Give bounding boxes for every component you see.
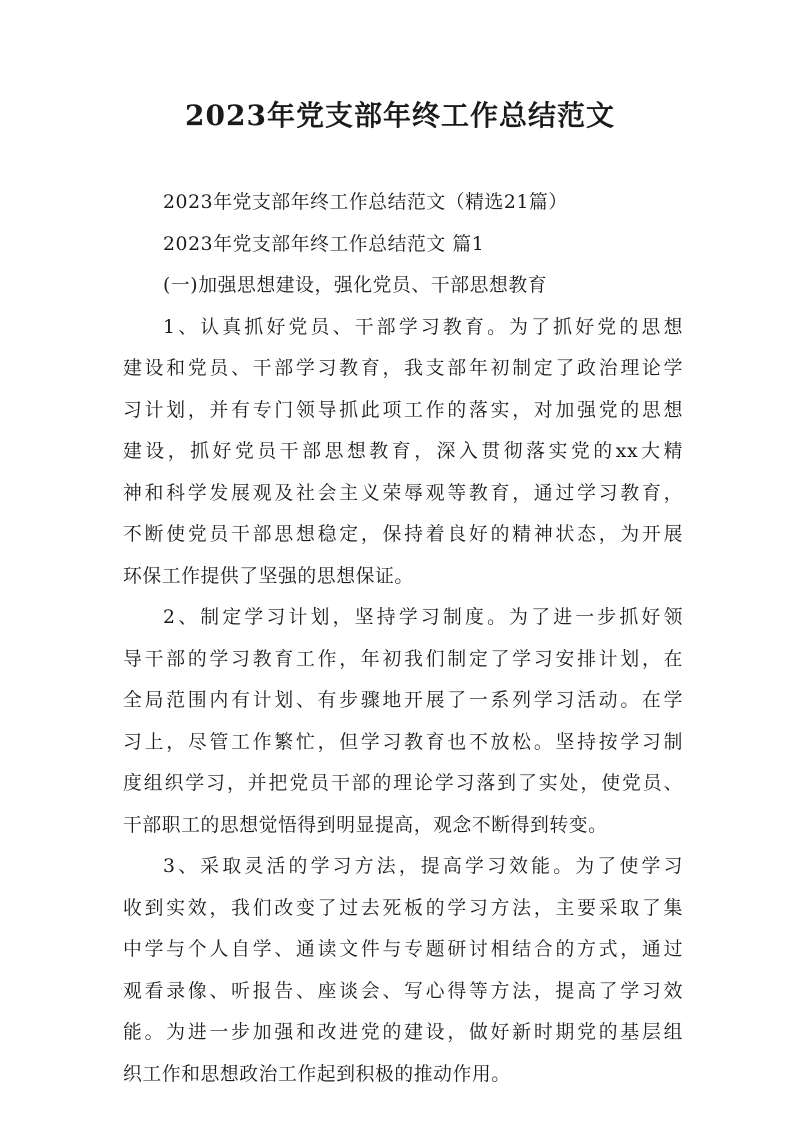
- paragraph-line: 习计划，并有专门领导抓此项工作的落实，对加强党的思想: [123, 399, 683, 421]
- paragraph-line: 环保工作提供了坚强的思想保证。: [123, 565, 414, 587]
- section-heading: 2023年党支部年终工作总结范文 篇1: [163, 233, 485, 255]
- paragraph-line: 1、认真抓好党员、干部学习教育。为了抓好党的思想: [163, 316, 683, 338]
- document-title: 2023年党支部年终工作总结范文: [185, 99, 615, 132]
- paragraph-line: 建设和党员、干部学习教育，我支部年初制定了政治理论学: [123, 358, 683, 379]
- paragraph-line: 织工作和思想政治工作起到积极的推动作用。: [123, 1063, 511, 1085]
- paragraph-line: 干部职工的思想觉悟得到明显提高，观念不断得到转变。: [123, 814, 608, 836]
- paragraph-line: 观看录像、听报告、座谈会、写心得等方法，提高了学习效: [123, 980, 683, 1002]
- paragraph-line: 不断使党员干部思想稳定，保持着良好的精神状态，为开展: [123, 524, 683, 545]
- paragraph-line: 全局范围内有计划、有步骤地开展了一系列学习活动。在学: [123, 690, 683, 711]
- subsection-heading: (一)加强思想建设，强化党员、干部思想教育: [163, 275, 548, 296]
- subtitle-line: 2023年党支部年终工作总结范文（精选21篇）: [163, 192, 568, 213]
- paragraph-line: 2、制定学习计划，坚持学习制度。为了进一步抓好领: [163, 607, 683, 628]
- paragraph-line: 3、采取灵活的学习方法，提高学习效能。为了使学习: [163, 856, 683, 877]
- paragraph-line: 习上，尽管工作繁忙，但学习教育也不放松。坚持按学习制: [123, 731, 683, 753]
- paragraph-line: 神和科学发展观及社会主义荣辱观等教育，通过学习教育，: [123, 482, 683, 504]
- paragraph-line: 中学与个人自学、通读文件与专题研讨相结合的方式，通过: [123, 939, 683, 960]
- paragraph-line: 导干部的学习教育工作，年初我们制定了学习安排计划，在: [123, 648, 683, 670]
- paragraph-line: 收到实效，我们改变了过去死板的学习方法，主要采取了集: [123, 897, 683, 919]
- paragraph-line: 建设，抓好党员干部思想教育，深入贯彻落实党的xx大精: [123, 441, 683, 462]
- paragraph-line: 度组织学习，并把党员干部的理论学习落到了实处，使党员、: [123, 773, 683, 794]
- document-body: [123, 182, 683, 1095]
- paragraph-line: 能。为进一步加强和改进党的建设，做好新时期党的基层组: [123, 1022, 683, 1043]
